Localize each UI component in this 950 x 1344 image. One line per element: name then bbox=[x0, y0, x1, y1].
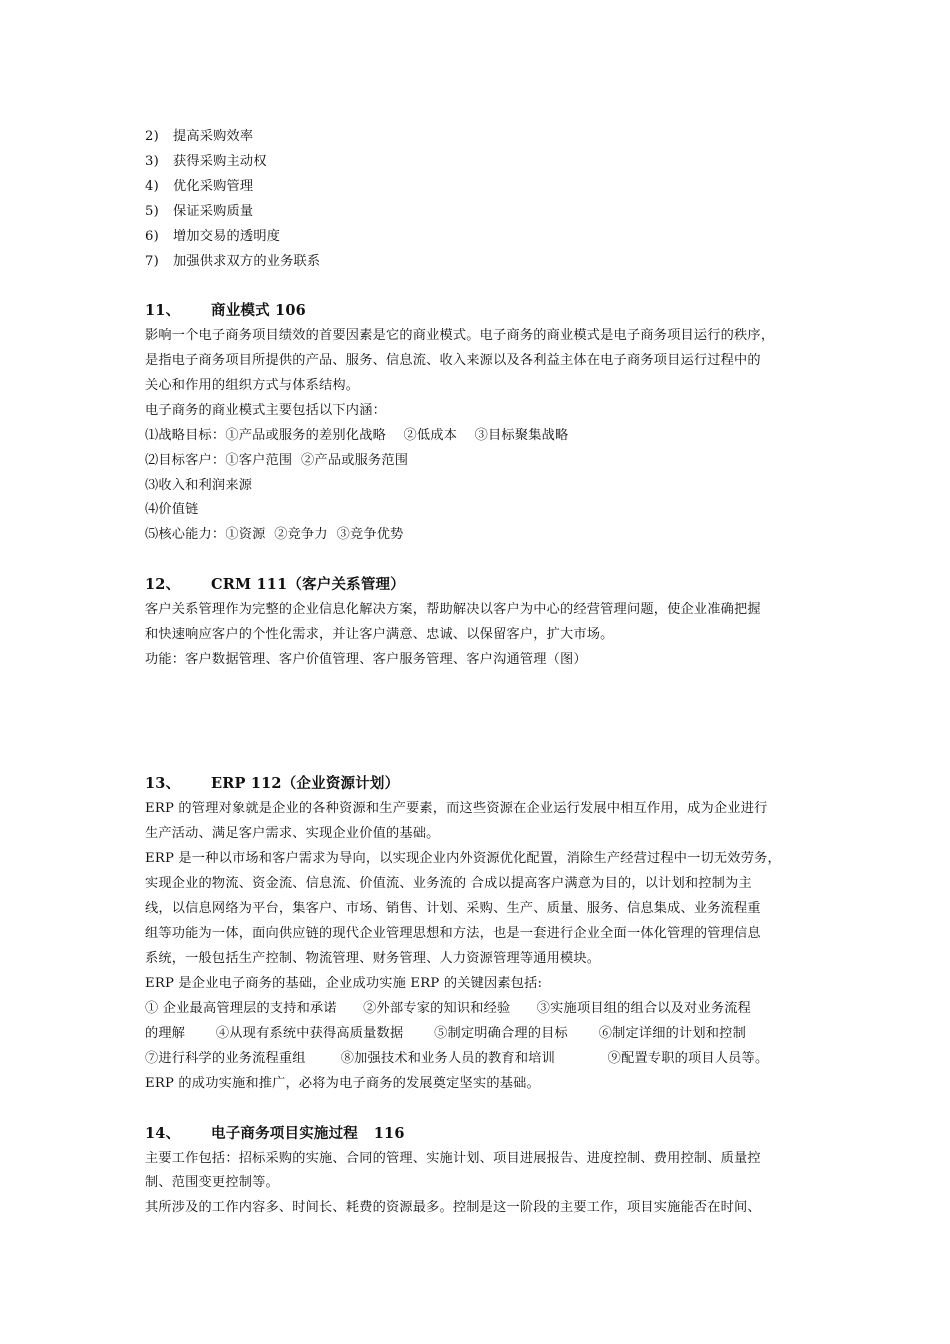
section-heading-14: 14、 电子商务项目实施过程 116 bbox=[145, 1125, 405, 1142]
list-item: 3) 获得采购主动权 bbox=[145, 154, 267, 169]
paragraph-line: 关心和作用的组织方式与体系结构。 bbox=[145, 378, 360, 393]
paragraph-line: ERP 是企业电子商务的基础，企业成功实施 ERP 的关键因素包括: bbox=[145, 976, 543, 991]
list-item: 2) 提高采购效率 bbox=[145, 129, 254, 144]
paragraph-line: ⑵目标客户：①客户范围 ②产品或服务范围 bbox=[145, 453, 409, 468]
paragraph-line: 客户关系管理作为完整的企业信息化解决方案，帮助解决以客户为中心的经营管理问题，使企业准确把握 bbox=[145, 602, 761, 617]
paragraph-line: ⑶收入和利润来源 bbox=[145, 478, 253, 493]
list-item: 4) 优化采购管理 bbox=[145, 179, 254, 194]
section-heading-13: 13、 ERP 112（企业资源计划） bbox=[145, 775, 400, 792]
list-item: 5) 保证采购质量 bbox=[145, 204, 254, 219]
paragraph-line: 生产活动、满足客户需求、实现企业价值的基础。 bbox=[145, 826, 440, 841]
paragraph-line: 实现企业的物流、资金流、信息流、价值流、业务流的 合成以提高客户满意为目的，以计划和控制为主 bbox=[145, 876, 752, 891]
paragraph-line: 电子商务的商业模式主要包括以下内涵： bbox=[145, 403, 386, 418]
paragraph-line: 线，以信息网络为平台，集客户、市场、销售、计划、采购、生产、质量、服务、信息集成、业务流程重 bbox=[145, 901, 761, 916]
paragraph-line: 功能：客户数据管理、客户价值管理、客户服务管理、客户沟通管理（图） bbox=[145, 652, 587, 667]
paragraph-line: ① 企业最高管理层的支持和承诺 ②外部专家的知识和经验 ③实施项目组的组合以及对业务流程 bbox=[145, 1001, 751, 1016]
paragraph-line: 主要工作包括：招标采购的实施、合同的管理、实施计划、项目进展报告、进度控制、费用控制、质量控 bbox=[145, 1151, 761, 1166]
paragraph-line: ⑴战略目标：①产品或服务的差别化战略 ②低成本 ③目标聚集战略 bbox=[145, 428, 569, 443]
list-item: 7) 加强供求双方的业务联系 bbox=[145, 254, 321, 269]
paragraph-line: 组等功能为一体，面向供应链的现代企业管理思想和方法，也是一套进行企业全面一体化管理的管理信息 bbox=[145, 926, 761, 941]
paragraph-line: 系统，一般包括生产控制、物流管理、财务管理、人力资源管理等通用模块。 bbox=[145, 951, 601, 966]
paragraph-line: 是指电子商务项目所提供的产品、服务、信息流、收入来源以及各利益主体在电子商务项目运行过程中的 bbox=[145, 353, 761, 368]
list-item: 6) 增加交易的透明度 bbox=[145, 229, 281, 244]
paragraph-line: 和快速响应客户的个性化需求，并让客户满意、忠诚、以保留客户，扩大市场。 bbox=[145, 627, 614, 642]
paragraph-line: ERP 的管理对象就是企业的各种资源和生产要素，而这些资源在企业运行发展中相互作用，成为企业进行 bbox=[145, 801, 768, 816]
paragraph-line: 的理解 ④从现有系统中获得高质量数据 ⑤制定明确合理的目标 ⑥制定详细的计划和控制 bbox=[145, 1026, 746, 1041]
paragraph-line: ⑸核心能力：①资源 ②竞争力 ③竞争优势 bbox=[145, 527, 404, 542]
paragraph-line: ERP 是一种以市场和客户需求为导向，以实现企业内外资源优化配置，消除生产经营过程中一切无效劳务， bbox=[145, 851, 781, 866]
section-heading-12: 12、 CRM 111（客户关系管理） bbox=[145, 576, 405, 593]
paragraph-line: 影响一个电子商务项目绩效的首要因素是它的商业模式。电子商务的商业模式是电子商务项目运行的秩序， bbox=[145, 328, 775, 343]
paragraph-line: ⑦进行科学的业务流程重组 ⑧加强技术和业务人员的教育和培训 ⑨配置专职的项目人员等。 bbox=[145, 1051, 769, 1066]
paragraph-line: ERP 的成功实施和推广，必将为电子商务的发展奠定坚实的基础。 bbox=[145, 1076, 540, 1091]
paragraph-line: 其所涉及的工作内容多、时间长、耗费的资源最多。控制是这一阶段的主要工作，项目实施能否在时间、 bbox=[145, 1200, 761, 1215]
paragraph-line: 制、范围变更控制等。 bbox=[145, 1175, 279, 1190]
paragraph-line: ⑷价值链 bbox=[145, 502, 199, 517]
section-heading-11: 11、 商业模式 106 bbox=[145, 302, 306, 319]
